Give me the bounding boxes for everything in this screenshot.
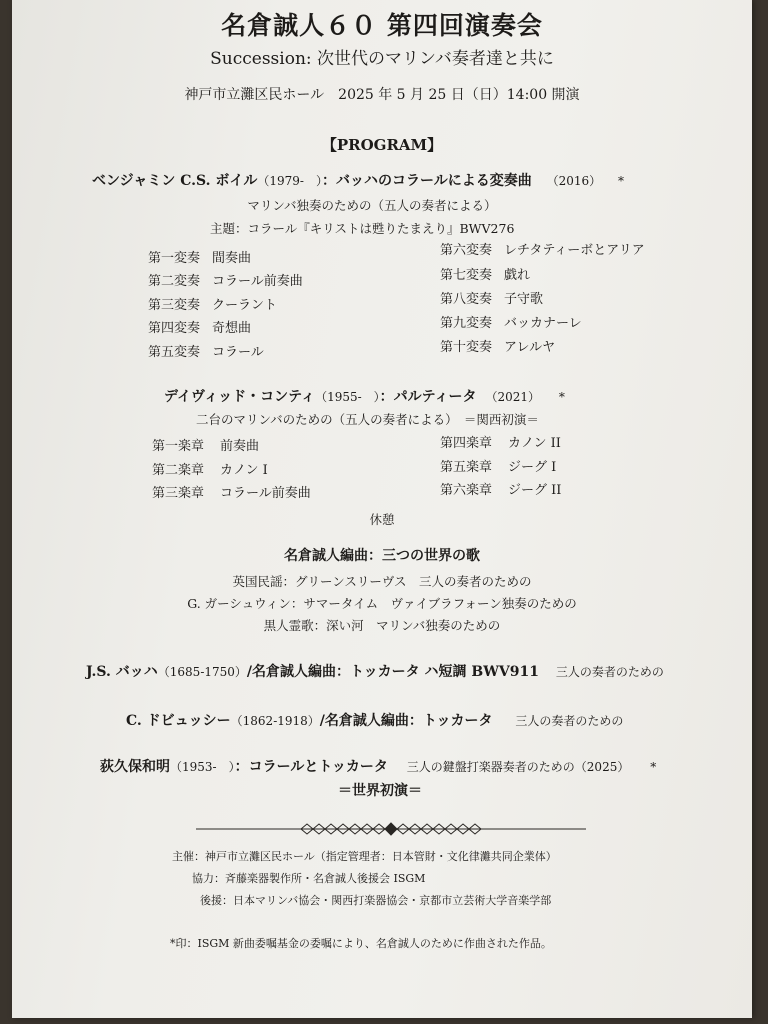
footer-support: 後援：日本マリンバ協会・関西打楽器協会・京都市立芸術大学音楽学部 (200, 894, 552, 907)
work5-note: 三人の奏者のための (515, 714, 624, 728)
footer-cooperation: 協力：斉藤楽器製作所・名倉誠人後援会 ISGM (192, 872, 426, 885)
work4-note: 三人の奏者のための (555, 665, 664, 679)
work5-heading (126, 710, 623, 730)
work4-heading (86, 661, 664, 681)
work6-heading (100, 756, 656, 776)
concert-title: 名倉誠人６０ 第四回演奏会 (221, 11, 543, 40)
movement-item: 第三楽章 コラール前奏曲 (152, 486, 311, 501)
variation-item: 第六変奏 レチタティーボとアリア (440, 243, 645, 258)
work3-song: 英国民謡：グリーンスリーヴス 三人の奏者のための (232, 574, 532, 589)
work1-year: （2016） (546, 174, 602, 188)
concert-subtitle: Succession: 次世代のマリンバ奏者達と共に (210, 49, 554, 69)
work3-title: 名倉誠人編曲：三つの世界の歌 (284, 548, 480, 564)
venue-date: 神戸市立灘区民ホール 2025 年 5 月 25 日（日）14:00 開演 (184, 87, 580, 103)
variation-item: 第八変奏 子守歌 (440, 292, 544, 307)
work1-instrumentation: マリンバ独奏のための（五人の奏者による） (247, 198, 497, 213)
movement-item: 第五楽章 ジーグ I (440, 460, 557, 475)
variation-item: 第十変奏 アレルヤ (440, 340, 556, 355)
variation-item: 第九変奏 バッカナーレ (440, 316, 582, 331)
ornament-divider-icon (196, 822, 586, 836)
work2-composer: デイヴィッド・コンティ (164, 389, 316, 405)
work5-composer: C. ドビュッシー (126, 713, 231, 729)
work5-title: /名倉誠人編曲：トッカータ (319, 713, 493, 729)
work6-mark: * (650, 760, 657, 774)
work4-composer: J.S. バッハ (86, 664, 158, 680)
movement-item: 第六楽章 ジーグ II (440, 483, 562, 498)
variation-item: 第七変奏 戯れ (440, 268, 531, 283)
movement-item: 第四楽章 カノン II (440, 436, 561, 451)
work2-title: ：パルティータ (379, 389, 477, 405)
work2-heading (164, 386, 565, 406)
work1-mark: * (618, 174, 625, 188)
work2-years: （1955- ） (315, 390, 380, 404)
work1-title: ：バッハのコラールによる変奏曲 (321, 173, 532, 189)
work4-title: /名倉誠人編曲：トッカータ ハ短調 BWV911 (246, 664, 540, 680)
work6-composer: 荻久保和明 (100, 759, 170, 775)
work1-theme: 主題：コラール『キリストは甦りたまえり』BWV276 (210, 221, 515, 236)
work6-note: 三人の鍵盤打楽器奏者のための（2025） (406, 760, 630, 774)
work2-instrumentation: 二台のマリンバのための（五人の奏者による） ＝関西初演＝ (196, 412, 539, 427)
variation-item: 第一変奏 間奏曲 (148, 251, 252, 266)
work4-years: （1685-1750） (157, 665, 247, 679)
intermission: 休憩 (369, 512, 395, 527)
variation-item: 第二変奏 コラール前奏曲 (148, 274, 303, 289)
program-sheet (12, 0, 752, 1018)
work5-years: （1862-1918） (230, 714, 320, 728)
movement-item: 第一楽章 前奏曲 (152, 439, 260, 454)
footer-note: *印：ISGM 新曲委嘱基金の委嘱により、名倉誠人のために作曲された作品。 (170, 937, 552, 950)
work1-years: （1979- ） (257, 174, 322, 188)
variation-item: 第五変奏 コラール (148, 345, 264, 360)
variation-item: 第四変奏 奇想曲 (148, 321, 252, 336)
work2-year: （2021） (485, 390, 540, 404)
work2-mark: * (558, 390, 565, 404)
variation-item: 第三変奏 クーラント (148, 298, 278, 313)
work3-song: 黒人霊歌：深い河 マリンバ独奏のための (263, 618, 501, 633)
movement-item: 第二楽章 カノン I (152, 463, 268, 478)
program-heading: 【PROGRAM】 (321, 136, 443, 154)
work1-heading (92, 170, 624, 190)
work6-years: （1953- ） (170, 760, 235, 774)
work3-song: G. ガーシュウィン：サマータイム ヴァイブラフォーン独奏のための (187, 596, 577, 611)
footer-organizer: 主催：神戸市立灘区民ホール（指定管理者：日本管財・文化律灘共同企業体） (172, 850, 557, 863)
work6-title: ：コラールとトッカータ (234, 759, 388, 775)
work6-premiere: ＝世界初演＝ (338, 783, 422, 799)
work1-composer: ベンジャミン C.S. ボイル (92, 173, 258, 189)
